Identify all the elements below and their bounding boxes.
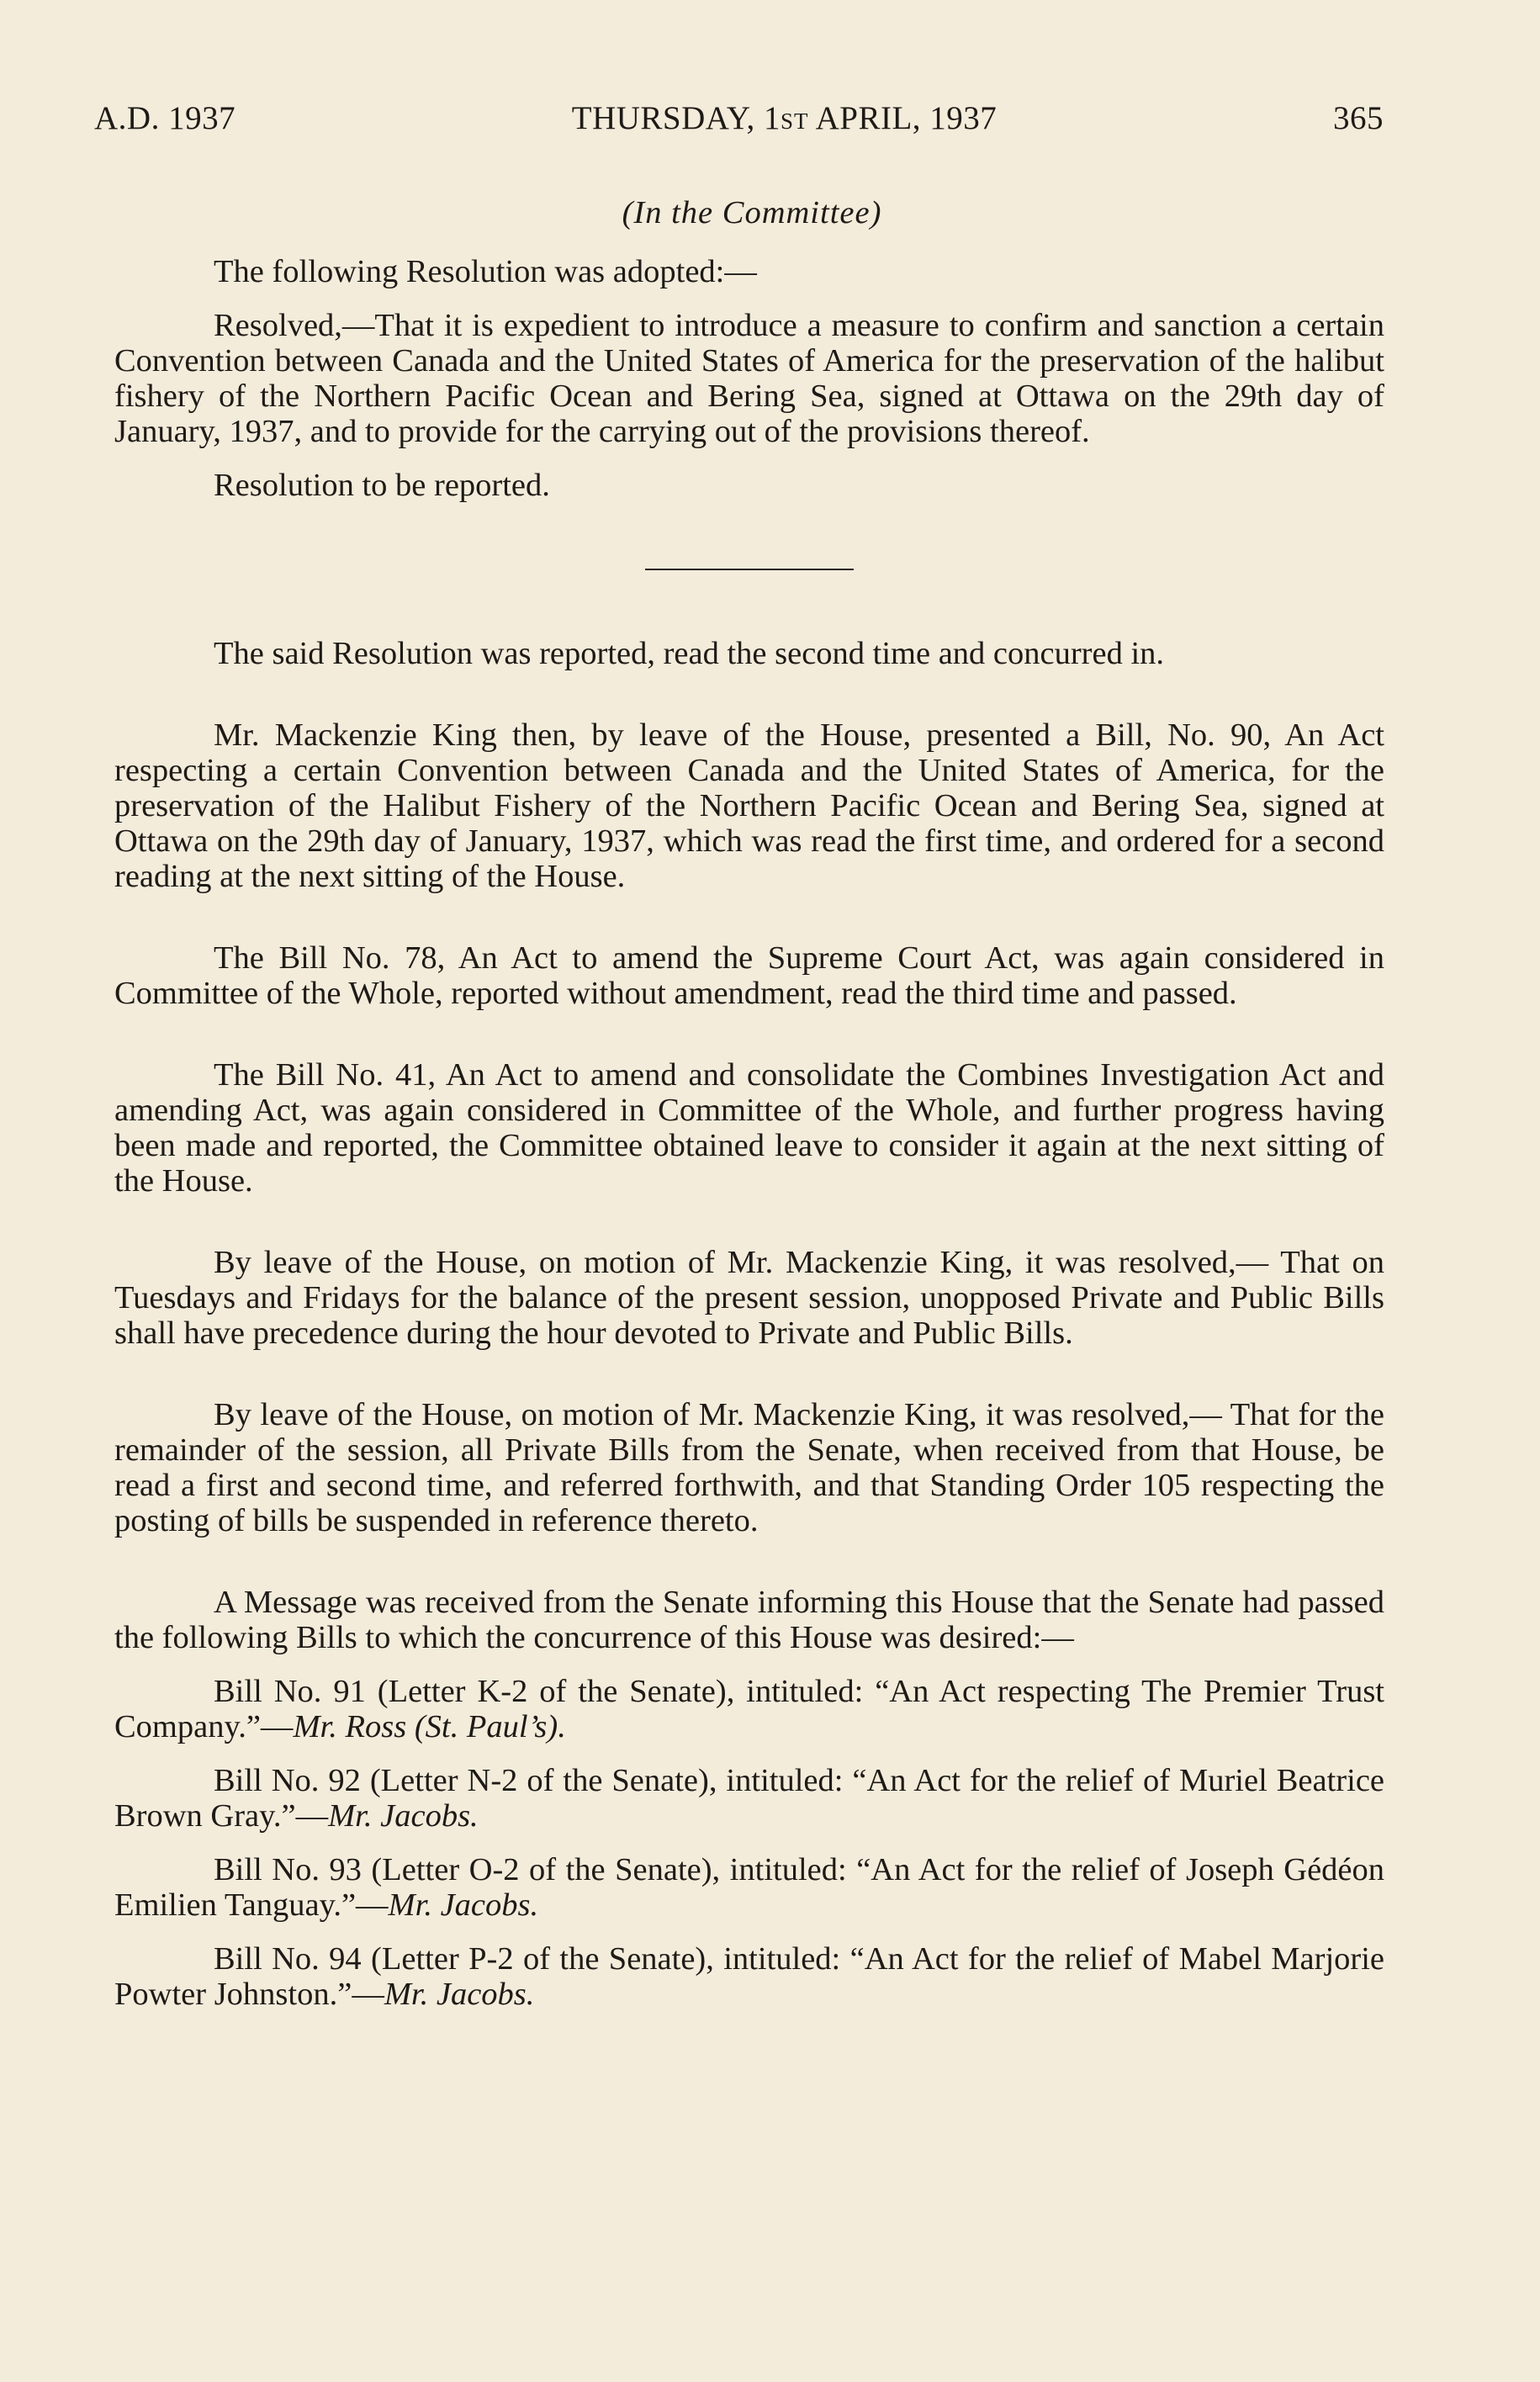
paragraph-bill-78: The Bill No. 78, An Act to amend the Supreme Court Act, was again considered in Committee of the Whole, reported without amendment, read the third time and passed. [114, 940, 1384, 1011]
page-body [114, 195, 1384, 2012]
resolution-text: Resolved,—That it is expedient to introduce a measure to confirm and sanction a certain Convention between Canada and the United States of America for the preservation of the halibut fishery of the Northern Pacific Ocean and Bering Sea, signed at Ottawa on the 29th day of January, 1937, and to provide for the carrying out of the provisions thereof. [114, 308, 1384, 449]
bill-sponsor: Mr. Jacobs. [388, 1887, 539, 1923]
header-year: A.D. 1937 [94, 100, 236, 136]
paragraph-resolution-reported: The said Resolution was reported, read the second time and concurred in. [214, 636, 1165, 671]
bill-sponsor: Mr. Jacobs. [328, 1798, 479, 1834]
page-number: 365 [1332, 100, 1384, 136]
bill-entry: Bill No. 93 (Letter O-2 of the Senate), intituled: “An Act for the relief of Joseph Gédéon Emilien Tanguay.”—Mr. Jacobs. [114, 1852, 1384, 1923]
bill-entry: Bill No. 92 (Letter N-2 of the Senate), intituled: “An Act for the relief of Muriel Beatrice Brown Gray.”—Mr. Jacobs. [114, 1763, 1384, 1834]
committee-heading: (In the Committee) [622, 195, 882, 230]
resolution-report: Resolution to be reported. [214, 468, 550, 503]
paragraph-senate-message: A Message was received from the Senate informing this House that the Senate had passed the following Bills to which the concurrence of this House was desired:— [114, 1585, 1384, 1655]
paragraph-tuesdays-fridays: By leave of the House, on motion of Mr. Mackenzie King, it was resolved,— That on Tuesdays and Fridays for the balance of the present session, unopposed Private and Public Bills shall have precedence during the hour devoted to Private and Public Bills. [114, 1245, 1384, 1351]
header-date: THURSDAY, 1ST APRIL, 1937 [571, 100, 998, 136]
bill-sponsor: Mr. Jacobs. [384, 1977, 535, 2012]
bill-entry: Bill No. 91 (Letter K-2 of the Senate), intituled: “An Act respecting The Premier Trust Company.”—Mr. Ross (St. Paul’s). [114, 1674, 1384, 1744]
resolution-intro: The following Resolution was adopted:— [214, 254, 757, 289]
bill-entry: Bill No. 94 (Letter P-2 of the Senate), intituled: “An Act for the relief of Mabel Marjorie Powter Johnston.”—Mr. Jacobs. [114, 1941, 1384, 2012]
bill-sponsor: Mr. Ross (St. Paul’s). [293, 1709, 566, 1744]
paragraph-bill-41: The Bill No. 41, An Act to amend and consolidate the Combines Investigation Act and amending Act, was again considered in Committee of the Whole, and further progress having been made and reported, the Committee obtained leave to consider it again at the next sitting of the House. [114, 1057, 1384, 1199]
header-date-ordinal: ST [781, 109, 809, 134]
section-divider [645, 569, 854, 570]
paragraph-bill-90: Mr. Mackenzie King then, by leave of the House, presented a Bill, No. 90, An Act respecting a certain Convention between Canada and the United States of America, for the preservation of the Halibut Fishery of the Northern Pacific Ocean and Bering Sea, signed at Ottawa on the 29th day of January, 1937, which was read the first time, and ordered for a second reading at the next sitting of the House. [114, 717, 1384, 894]
paragraph-private-bills: By leave of the House, on motion of Mr. Mackenzie King, it was resolved,— That for the remainder of the session, all Private Bills from the Senate, when received from that House, be read a first and second time, and referred forthwith, and that Standing Order 105 respecting the posting of bills be suspended in reference thereto. [114, 1397, 1384, 1538]
running-header [94, 99, 1384, 137]
